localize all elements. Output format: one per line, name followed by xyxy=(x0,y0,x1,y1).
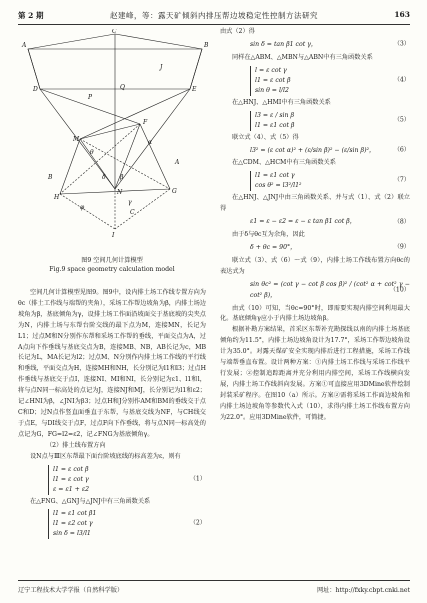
edge-line xyxy=(80,89,190,139)
equation-9: δ + θc = 90°， （9） xyxy=(220,243,410,254)
edge-line xyxy=(60,139,80,194)
equation-6: l3² = (ε cot α)² + (ε/sin β)² − (ε/sin β)²， （6） xyxy=(220,146,410,157)
point-label-a2: A xyxy=(175,159,180,166)
space-geometry-figure xyxy=(20,29,210,249)
paragraph: 联立式（4）、式（5）得 xyxy=(232,133,299,141)
figure-caption-cn: 图9 空间几何计算模型 xyxy=(81,257,143,264)
paragraph: 由于δ与θc互为余角，因此 xyxy=(232,231,305,239)
figure-caption-en: Fig.9 space geometry calculation model xyxy=(49,266,175,273)
edge-line xyxy=(115,89,190,189)
dashed-line xyxy=(80,139,170,189)
point-label-j: J xyxy=(160,64,163,71)
equation-number: （7） xyxy=(393,176,410,184)
journal-website: 网址：http://fxky.cbpt.cnki.net xyxy=(316,587,410,594)
equation-3: sin δ = tan β1 cot γ， （3） xyxy=(220,40,410,51)
page-number: 163 xyxy=(394,10,410,19)
point-label-i: I xyxy=(112,232,115,239)
issue-number: 第 2 期 xyxy=(18,11,44,20)
paragraph: 由式（10）可知，当θc=90°时，即需要实现内排空间利用最大化。基底倾角γ应小于内排土场边坡角β。 xyxy=(220,304,410,323)
equation-number: （2） xyxy=(189,519,206,527)
equation-1: l1 = ε cot β l1 = ε cot γ ε = ε1 + ε2 （1） xyxy=(18,465,206,495)
equation-number: （9） xyxy=(393,243,410,251)
edge-line xyxy=(28,49,40,89)
paragraph: 同样在△ABM、△MBN与△ABN中有三角函数关系 xyxy=(232,53,373,61)
point-label-c2: C xyxy=(130,209,135,216)
running-header xyxy=(18,10,410,22)
equation-number: （5） xyxy=(393,116,410,124)
paragraph: 根据补勘方案结果，首采区东帮补充勘探线以南的内排土场基底倾角约为11.5°，内排土场边坡角设计为17.7°，采场工作帮边坡角设计为35.0°。对露天煤矿安全实现内排后进行工程措施，采场工作线与端帮垂直布置。设计两种方案：①内排土场工作线与采场工作线平行发展；②控制追踪距离并充分利用内排空间，采场工作线横向发展，内排土场工作线斜向发展。方案①可直接应用3DMine软件绘制封装采矿程序。在图10（a）所示。方案②需将采场工作面边坡角和内排土场边坡角等参数代入式（10），求得内排土场工作线布置方向为22.0°。应用3DMine软件，可简捷。 xyxy=(220,326,410,421)
paragraph: 联立式（3）、式（6）～式（9），内排土场工作线布置方向θc的表达式为 xyxy=(220,256,410,275)
edge-line xyxy=(115,34,202,49)
equation-2: l1 = ε1 cot β1 l1 = ε2 cot γ sin δ = l3/l1 （2） xyxy=(18,509,206,539)
paragraph: 在△CDM、△HCM中有三角函数关系 xyxy=(232,159,336,167)
running-title: 赵建峰，等：露天矿倾斜内排压帮边坡稳定性控制方法研究 xyxy=(110,11,318,20)
equation-5: l3 = ε / sin β l1 = ε1 cot β （5） xyxy=(220,111,410,131)
point-label-g: G xyxy=(172,188,177,195)
dashed-line xyxy=(60,194,115,229)
point-label-f: F xyxy=(143,119,148,126)
paragraph: 在△HNJ、△HMI中有三角函数关系 xyxy=(232,98,331,106)
angle-label-beta: β xyxy=(120,174,124,181)
point-label-a: A xyxy=(22,42,27,49)
point-label-h: H xyxy=(54,194,60,201)
edge-line xyxy=(115,124,140,189)
point-label-q: Q xyxy=(120,84,125,91)
paragraph: 设N点与Ⅲ区东帮最下面台阶坡底线的标高差为ε，则有 xyxy=(30,452,181,460)
equation-number: （8） xyxy=(393,218,410,226)
dashed-line xyxy=(115,189,170,229)
paragraph: 空间几何计算模型见图9。图9中，设内排土场工作线专置方向为θc（排土工作线与端帮的夹角），采场工作帮边坡角为β，内排土场边坡角为β，基底倾角为γ，设排土场工作面沿坡面交于基底坡的尖夹点为N，内排土场与东帮台阶交线的最下点为M，连接MN，长记为L1；过点M和N分别作东帮和采场工作帮的垂线，平面交点为A，过A点向下作垂线与基底交点为B，连接MB、NB，AB长记为c，MB长记为L，MA长记为l2；过点M、N分别作内排土场工作线的平行线和垂线，平面交点为H，连接MH和NH，长分别记为l1和l3；过点H作垂线与基底交于点I，连接NI、MI和NI，长分别记为ε1、l1和l，将与点N同一标高处的点记为J，连接NJ和MJ，长分别记为l1和ε2；记∠HNI为β，∠JNI为β3；过点H和J分别作AM和BM的垂线交于点C和D；过N点作竖直面垂直于东帮，与基底交线为NF，与CH线交于点E，与DI线交于点F，过点F向下作垂线，将与点N同一标高处的点记为G，FG=l2=ε2，记∠FNG为基底倾角γ。 xyxy=(18,289,206,438)
angle-label-alpha: α xyxy=(148,139,153,146)
paragraph: 在△FNG、△GNJ与△JNJ中有三角函数关系 xyxy=(30,497,151,505)
right-column xyxy=(220,27,410,423)
point-label-e: E xyxy=(192,86,197,93)
point-label-b: B xyxy=(204,42,209,49)
edge-line xyxy=(140,124,170,189)
angle-label-delta: δ xyxy=(102,174,106,181)
dashed-line xyxy=(60,124,140,194)
angle-label-phi: φ xyxy=(80,204,85,211)
paragraph: 在△HNJ、△JNJ中由三角函数关系、并与式（1）、式（2）联立得 xyxy=(220,194,410,213)
section-subheading: （2）排土线布置方向 xyxy=(46,441,106,449)
equation-7: l1 = ε1 cot γ cos θ² = l3²/l1² （7） xyxy=(220,171,410,191)
equation-4: l = ε cot γ l1 = ε cot β sin θ = l/l2 （4） xyxy=(220,66,410,96)
point-label-d: D xyxy=(33,86,38,93)
angle-label-theta: θ xyxy=(90,149,94,156)
paragraph: 由式（2）得 xyxy=(220,28,255,35)
point-label-b2: B xyxy=(48,174,53,181)
point-label-c: C xyxy=(112,29,117,35)
left-column xyxy=(18,288,206,541)
point-label-p: P xyxy=(88,94,93,101)
equation-10: sin θc² = (cot γ − cot β cos β)² / (cot² α + cot² γ − cot² β)， （10） xyxy=(250,280,410,299)
journal-name: 辽宁工程技术大学学报（自然科学版） xyxy=(18,587,124,594)
footer-rule xyxy=(18,580,410,581)
header-rule xyxy=(18,24,410,25)
point-label-m: M xyxy=(73,136,80,143)
equation-number: （1） xyxy=(189,475,206,483)
angle-label-gamma: γ xyxy=(128,199,132,206)
point-label-n: N xyxy=(117,189,123,196)
equation-number: （3） xyxy=(393,40,410,48)
equation-number: （4） xyxy=(393,76,410,84)
equation-number: （6） xyxy=(393,146,410,154)
equation-8: ε1 = ε − ε2 = ε − ε tan β1 cot β， （8） xyxy=(220,217,410,228)
edge-line xyxy=(28,34,115,49)
edge-line xyxy=(80,139,115,189)
equation-number: （10） xyxy=(389,286,410,294)
edge-line xyxy=(190,49,202,89)
